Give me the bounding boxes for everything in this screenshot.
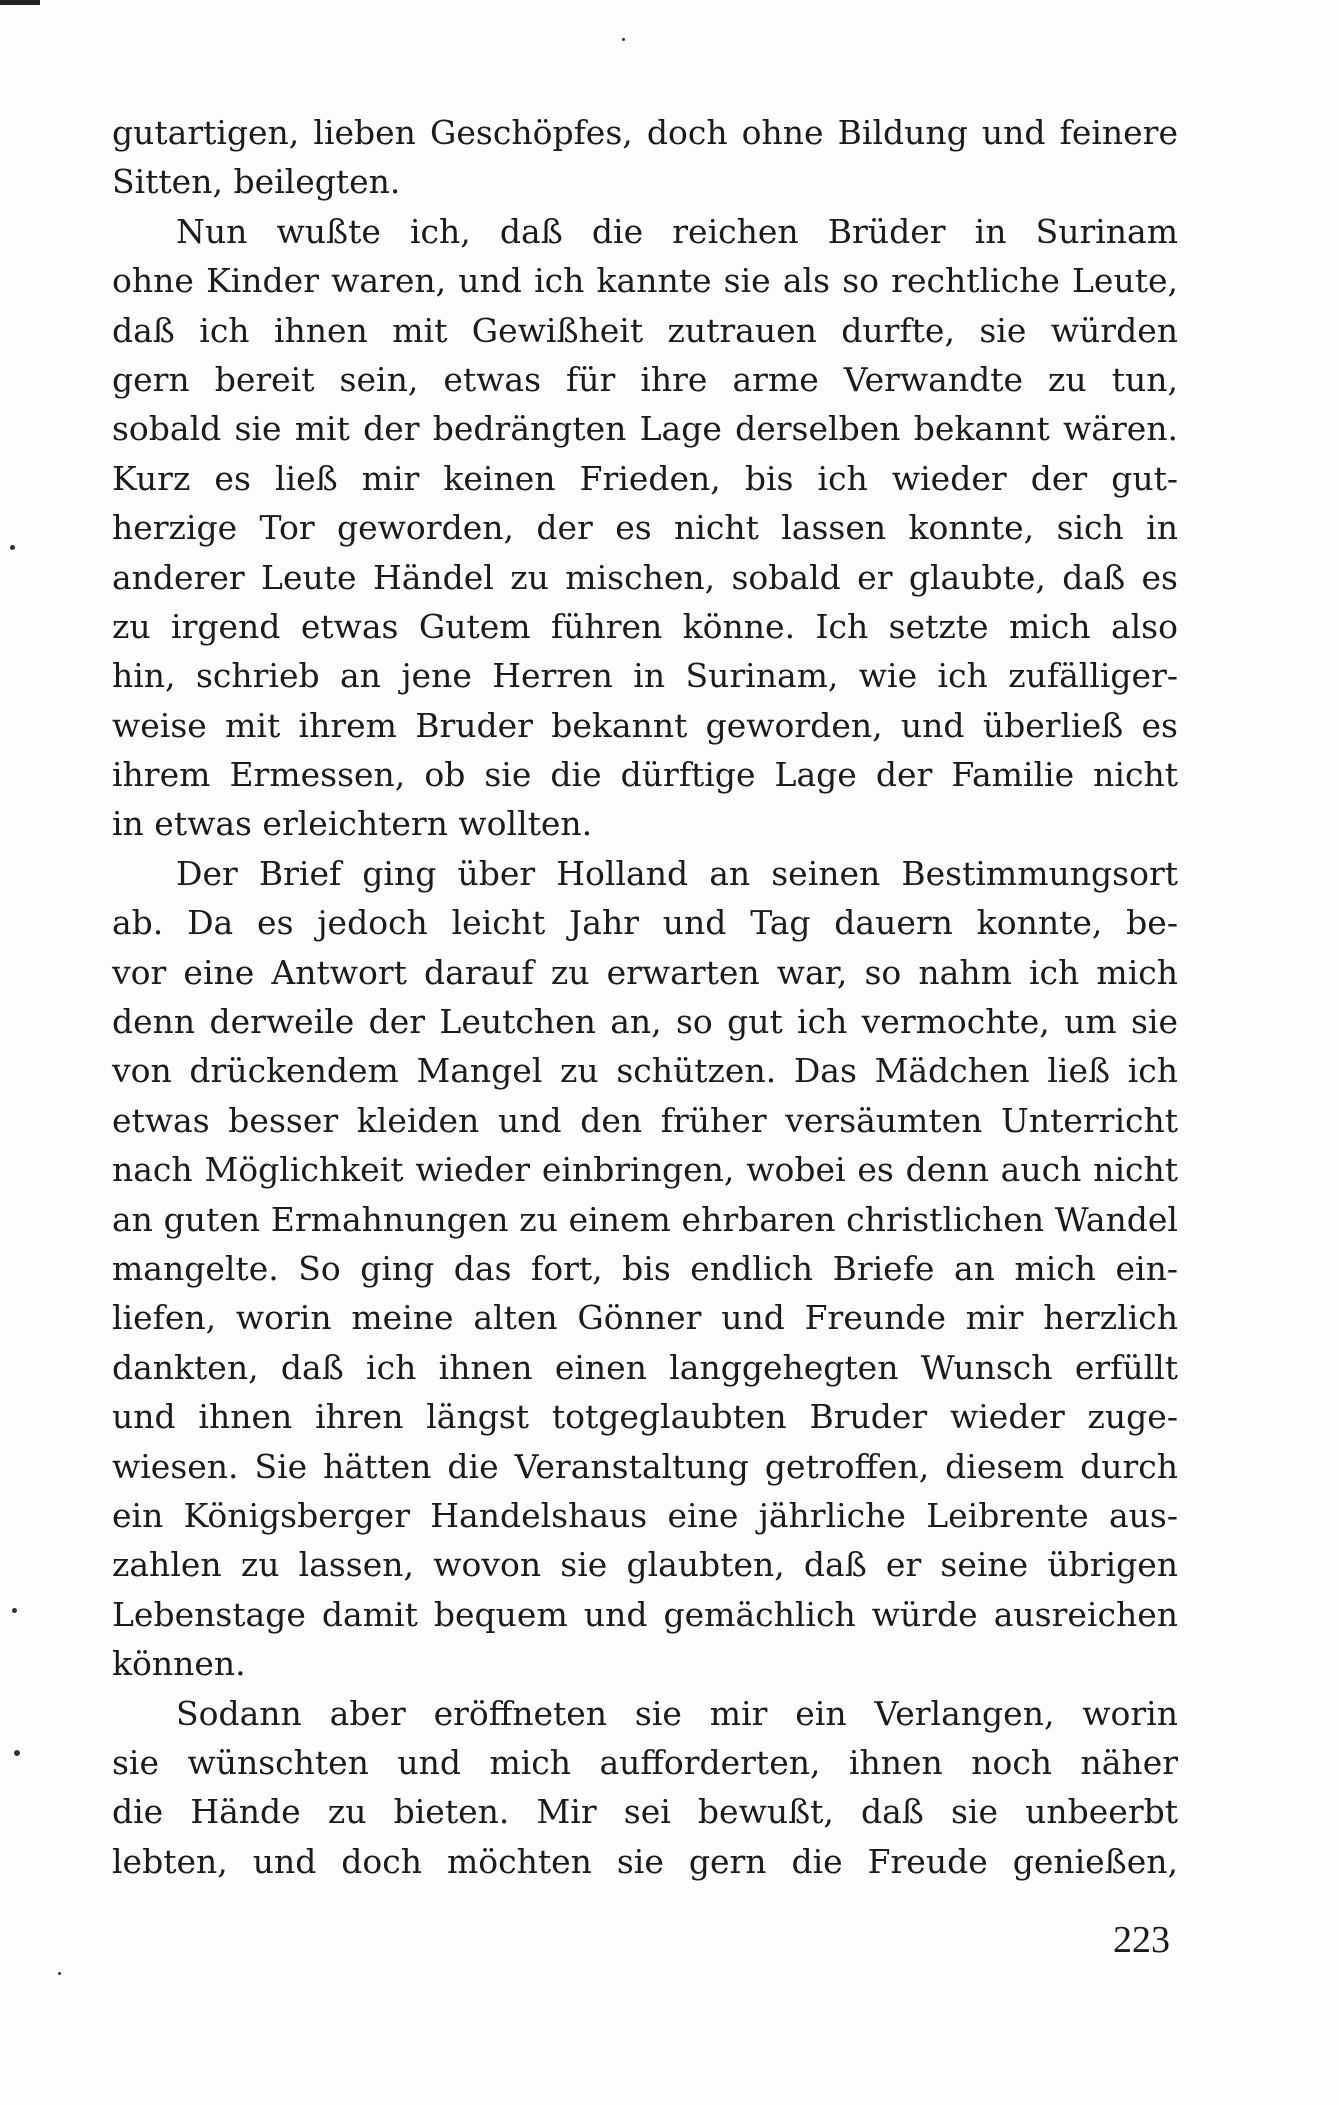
scan-speck: [12, 1608, 17, 1613]
scan-speck: [10, 545, 15, 550]
text-line: die Hände zu bieten. Mir sei bewußt, daß sie unbeerbt: [112, 1792, 1178, 1832]
text-line: hin, schrieb an jene Herren in Surinam, wie ich zufälliger-: [112, 656, 1178, 696]
text-line: wiesen. Sie hätten die Veranstaltung getroffen, diesem durch: [112, 1446, 1178, 1486]
text-line: von drückendem Mangel zu schützen. Das Mädchen ließ ich: [112, 1051, 1178, 1091]
text-line: daß ich ihnen mit Gewißheit zutrauen durfte, sie würden: [112, 310, 1178, 350]
text-line: ein Königsberger Handelshaus eine jährliche Leibrente aus-: [112, 1495, 1178, 1535]
text-line: zu irgend etwas Gutem führen könne. Ich setzte mich also: [112, 606, 1178, 646]
text-line: sobald sie mit der bedrängten Lage derselben bekannt wären.: [112, 409, 1178, 449]
text-line: nach Möglichkeit wieder einbringen, wobei es denn auch nicht: [112, 1150, 1178, 1190]
scan-speck: [14, 1750, 20, 1756]
text-line: sie wünschten und mich aufforderten, ihnen noch näher: [112, 1742, 1178, 1782]
text-line: lebten, und doch möchten sie gern die Freude genießen,: [112, 1841, 1178, 1881]
text-line: Der Brief ging über Holland an seinen Bestimmungsort: [176, 853, 1178, 893]
scan-speck: [622, 38, 625, 41]
text-line: vor eine Antwort darauf zu erwarten war, so nahm ich mich: [112, 952, 1178, 992]
scan-edge-mark: [0, 0, 40, 5]
body-text: [112, 108, 1178, 1886]
text-line: dankten, daß ich ihnen einen langgehegten Wunsch erfüllt: [112, 1347, 1178, 1387]
text-line: herzige Tor geworden, der es nicht lassen konnte, sich in: [112, 508, 1178, 548]
text-line: mangelte. So ging das fort, bis endlich Briefe an mich ein-: [112, 1248, 1178, 1288]
text-line: ihrem Ermessen, ob sie die dürftige Lage der Familie nicht: [112, 755, 1178, 795]
scan-speck: [58, 1972, 61, 1975]
text-line: weise mit ihrem Bruder bekannt geworden, und überließ es: [112, 705, 1178, 745]
text-line: anderer Leute Händel zu mischen, sobald er glaubte, daß es: [112, 557, 1178, 597]
text-line: liefen, worin meine alten Gönner und Freunde mir herzlich: [112, 1298, 1178, 1338]
text-line: und ihnen ihren längst totgeglaubten Bruder wieder zuge-: [112, 1397, 1178, 1437]
text-line: Nun wußte ich, daß die reichen Brüder in Surinam: [176, 211, 1178, 251]
text-line: ohne Kinder waren, und ich kannte sie als so rechtliche Leute,: [112, 261, 1178, 301]
text-line: in etwas erleichtern wollten.: [112, 804, 593, 844]
page-number: 223: [1113, 1919, 1170, 1961]
text-line: an guten Ermahnungen zu einem ehrbaren christlichen Wandel: [112, 1199, 1178, 1239]
text-line: Sodann aber eröffneten sie mir ein Verlangen, worin: [176, 1693, 1178, 1733]
text-line: können.: [112, 1644, 246, 1684]
text-line: etwas besser kleiden und den früher versäumten Unterricht: [112, 1100, 1178, 1140]
text-line: ab. Da es jedoch leicht Jahr und Tag dauern konnte, be-: [112, 903, 1178, 943]
text-line: Sitten, beilegten.: [112, 162, 401, 202]
text-line: gutartigen, lieben Geschöpfes, doch ohne Bildung und feinere: [112, 113, 1178, 152]
text-line: denn derweile der Leutchen an, so gut ich vermochte, um sie: [112, 1002, 1178, 1042]
text-line: zahlen zu lassen, wovon sie glaubten, daß er seine übrigen: [112, 1545, 1178, 1585]
text-line: gern bereit sein, etwas für ihre arme Verwandte zu tun,: [112, 359, 1178, 399]
text-line: Kurz es ließ mir keinen Frieden, bis ich wieder der gut-: [112, 458, 1178, 498]
text-line: Lebenstage damit bequem und gemächlich würde ausreichen: [112, 1594, 1178, 1634]
